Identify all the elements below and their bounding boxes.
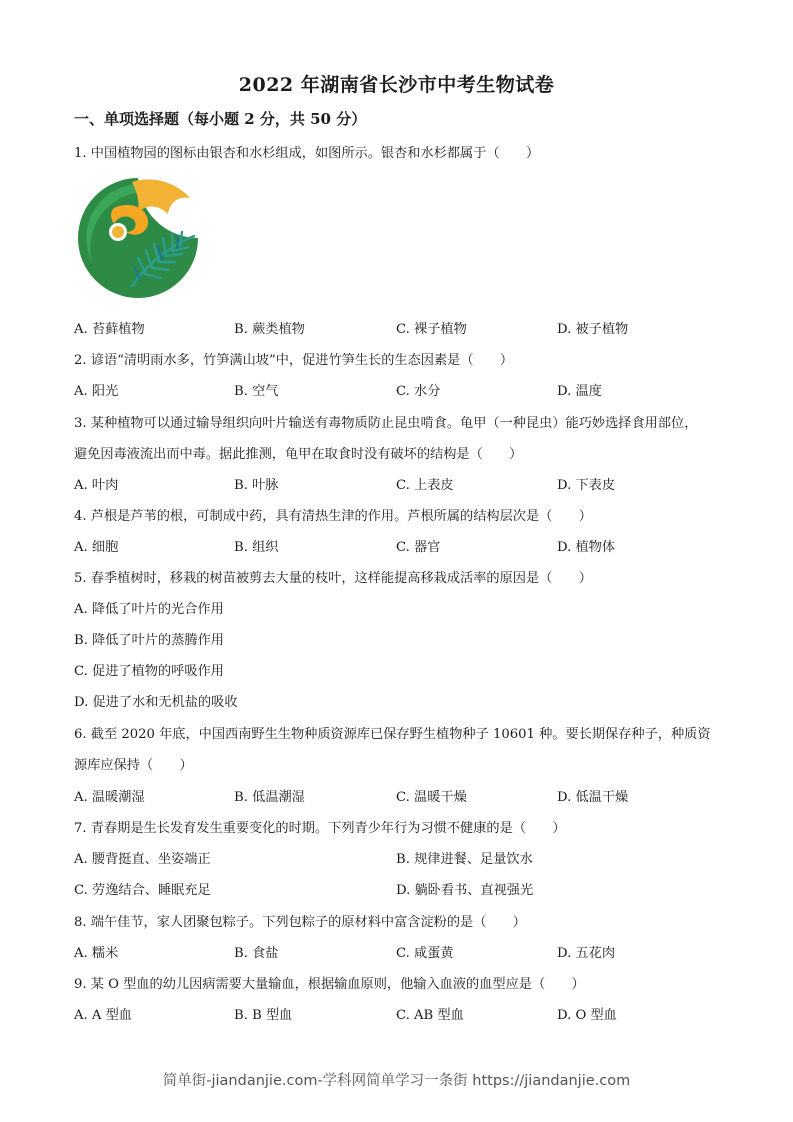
q2-option-a: A. 阳光 [74,384,119,399]
q7-option-c: C. 劳逸结合、睡眠充足 [74,883,211,898]
q9-option-d: D. O 型血 [557,1008,617,1023]
q8-option-b: B. 食盐 [234,946,279,961]
footer-watermark: 简单街-jiandanjie.com-学科网简单学习一条街 https://jiandanjie.com [162,1073,631,1089]
q1-option-d: D. 被子植物 [557,322,629,337]
question-3-stem-line-1: 3. 某种植物可以通过输导组织向叶片输送有毒物质防止昆虫啃食。龟甲（一种昆虫）能巧妙选择食用部位， [74,416,698,431]
q6-option-b: B. 低温潮湿 [234,790,305,805]
q3-option-d: D. 下表皮 [557,478,616,493]
q4-option-a: A. 细胞 [74,540,119,555]
question-8-stem: 8. 端午佳节，家人团聚包粽子。下列包粽子的原材料中富含淀粉的是（ ） [74,915,526,930]
q7-option-a: A. 腰背挺直、坐姿端正 [74,852,211,867]
q3-option-a: A. 叶肉 [74,478,119,493]
q9-option-c: C. AB 型血 [396,1008,464,1023]
q2-option-c: C. 水分 [396,384,441,399]
q1-option-b: B. 蕨类植物 [234,322,305,337]
question-1-stem: 1. 中国植物园的图标由银杏和水杉组成，如图所示。银杏和水杉都属于（ ） [74,146,540,161]
question-5-stem: 5. 春季植树时，移栽的树苗被剪去大量的枝叶，这样能提高移栽成活率的原因是（ ） [74,571,592,586]
q8-option-c: C. 咸蛋黄 [396,946,454,961]
q4-option-b: B. 组织 [234,540,279,555]
question-4-stem: 4. 芦根是芦苇的根，可制成中药，具有清热生津的作用。芦根所属的结构层次是（ ） [74,509,592,524]
q1-option-c: C. 裸子植物 [396,322,467,337]
q1-option-a: A. 苔藓植物 [74,322,145,337]
question-9-stem: 9. 某 O 型血的幼儿因病需要大量输血，根据输血原则，他输入血液的血型应是（ ） [74,977,585,992]
question-2-stem: 2. 谚语“清明雨水多，竹笋满山坡”中，促进竹笋生长的生态因素是（ ） [74,353,514,368]
q8-option-a: A. 糯米 [74,946,119,961]
question-7-stem: 7. 青春期是生长发育发生重要变化的时期。下列青少年行为习惯不健康的是（ ） [74,821,566,836]
q5-option-b: B. 降低了叶片的蒸腾作用 [74,633,224,648]
question-6-stem-line-1: 6. 截至 2020 年底，中国西南野生生物种质资源库已保存野生植物种子 10601 种。要长期保存种子，种质资 [74,727,711,742]
q2-option-b: B. 空气 [234,384,279,399]
q6-option-d: D. 低温干燥 [557,790,629,805]
section-heading: 一、单项选择题（每小题 2 分，共 50 分） [74,110,367,128]
q7-option-b: B. 规律进餐、足量饮水 [396,852,533,867]
q3-option-b: B. 叶脉 [234,478,279,493]
ginkgo-dawn-redwood-logo-icon [74,174,202,302]
q4-option-c: C. 器官 [396,540,441,555]
question-3-stem-line-2: 避免因毒液流出而中毒。据此推测，龟甲在取食时没有破坏的结构是（ ） [74,447,523,462]
q8-option-d: D. 五花肉 [557,946,616,961]
q5-option-c: C. 促进了植物的呼吸作用 [74,664,224,679]
q5-option-a: A. 降低了叶片的光合作用 [74,602,224,617]
q9-option-a: A. A 型血 [74,1008,132,1023]
page-title: 2022 年湖南省长沙市中考生物试卷 [238,74,555,96]
q6-option-c: C. 温暖干燥 [396,790,467,805]
q7-option-d: D. 躺卧看书、直视强光 [396,883,534,898]
q5-option-d: D. 促进了水和无机盐的吸收 [74,695,238,710]
q3-option-c: C. 上表皮 [396,478,454,493]
q6-option-a: A. 温暖潮湿 [74,790,145,805]
question-6-stem-line-2: 源库应保持（ ） [74,758,193,773]
q4-option-d: D. 植物体 [557,540,616,555]
q2-option-d: D. 温度 [557,384,602,399]
q9-option-b: B. B 型血 [234,1008,293,1023]
